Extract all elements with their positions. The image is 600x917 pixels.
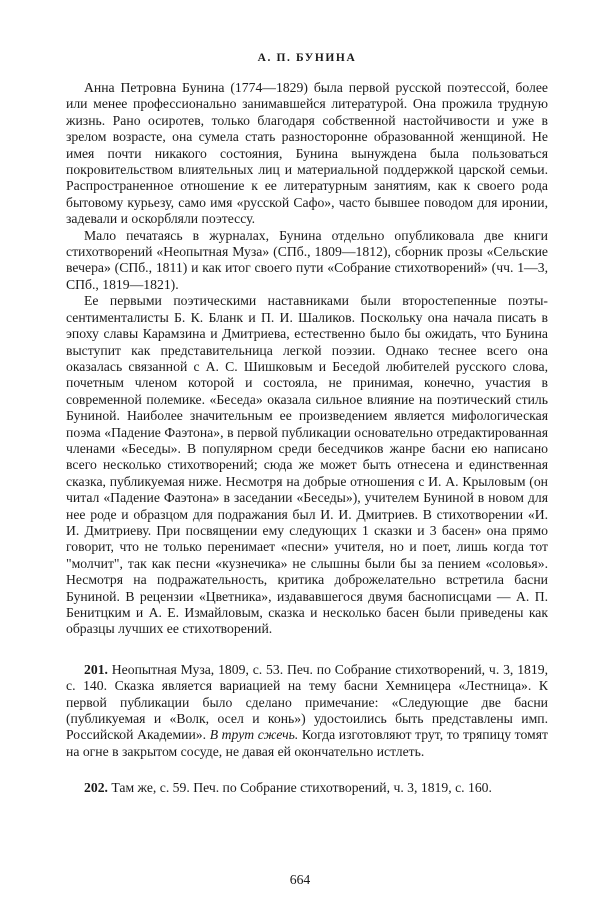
note-201-italic: В трут сжечь. <box>209 727 299 743</box>
document-page <box>66 52 548 797</box>
intro-section <box>66 80 548 638</box>
intro-paragraph-1: Анна Петровна Бунина (1774—1829) была первой русской поэтессой, более или менее профессионально занимавшейся литературой. Она прожила трудную жизнь. Рано осиротев, только благодаря собственной настойчивости и уже в зрелом возрасте, она сумела стать разносторонне образованной женщиной. Не имея почти никакого состояния, Бунина вынуждена была пользоваться покровительством влиятельных лиц и материальной поддержкой царской семьи. Распространенное отношение к ее литературным занятиям, как к своего рода бытовому курьезу, само имя «русской Сафо», часто бывшее поводом для иронии, задевали и оскорбляли поэтессу. <box>66 80 548 227</box>
note-202-number: 202. <box>84 780 108 796</box>
note-201-text-after: Когда изготовляют трут, то тряпицу томят на огне в закрытом сосуде, не давая ей окончательно истлеть. <box>66 727 548 759</box>
intro-paragraph-3: Ее первыми поэтическими наставниками были второстепенные поэты-сентименталисты Б. К. Бланк и П. И. Шаликов. Поскольку она начала писать в эпоху славы Карамзина и Дмитриева, естественно было бы ожидать, что Бунина выступит как представительница легкой поэзии. Однако теснее всего она оказалась связанной с А. С. Шишковым и Беседой любителей русского слова, почетным членом которой и состояла, не принимая, конечно, участия в современной полемике. «Беседа» оказала сильное влияние на поэтический стиль Буниной. Наиболее значительным ее произведением является мифологическая поэма «Падение Фаэтона», в первой публикации основательно отредактированная членами «Беседы». В популярном среди беседчиков жанре басни ею написано всего несколько стихотворений; сюда же может быть отнесена и единственная сказка, публикуемая ниже. Несмотря на добрые отношения с И. А. Крыловым (он читал «Падение Фаэтона» в заседании «Беседы»), учителем Буниной в новом для нее роде и образцом для подражания был И. И. Дмитриев. В стихотворении «И. И. Дмитриеву. При посвящении ему следующих 1 сказки и 3 басен» она прямо говорит, что не только перенимает «песни» учителя, но и поет, лишь когда тот "молчит", так как песни «кузнечика» не слышны были бы за пением «соловья». Несмотря на подражательность, критика доброжелательно встретила басни Буниной. В рецензии «Цветника», издававшегося двумя баснописцами — А. П. Бенитцким и А. Е. Измайловым, сказка и несколько басен были приведены как образцы лучших ее стихотворений. <box>66 293 548 637</box>
note-201-text: Неопытная Муза, 1809, с. 53. Печ. по Собрание стихотворений, ч. 3, 1819, с. 140. Сказка является вариацией на тему басни Хемницера «Лестница». К первой публикации было сделано примечание: «Следующие две басни (публикуемая и «Волк, осел и конь») удостоились быть представлены имп. Российской Академии». <box>66 661 548 743</box>
note-202 <box>66 780 548 796</box>
note-201-number: 201. <box>84 661 108 677</box>
note-201 <box>66 662 548 760</box>
intro-paragraph-2: Мало печатаясь в журналах, Бунина отдельно опубликовала две книги стихотворений «Неопытная Муза» (СПб., 1809—1812), сборник прозы «Сельские вечера» (СПб., 1811) и как итог своего пути «Собрание стихотворений» (чч. 1—3, СПб., 1819—1821). <box>66 227 548 292</box>
page-title: А. П. БУНИНА <box>257 52 357 64</box>
page-number: 664 <box>289 872 311 887</box>
note-202-text: Там же, с. 59. Печ. по Собрание стихотворений, ч. 3, 1819, с. 160. <box>107 780 492 796</box>
